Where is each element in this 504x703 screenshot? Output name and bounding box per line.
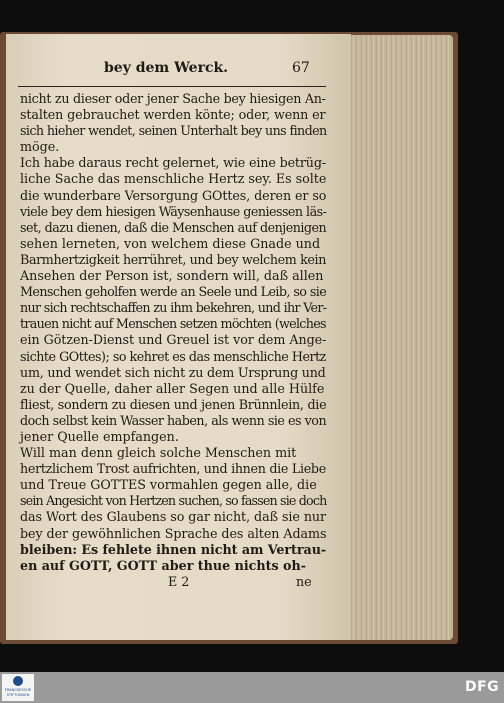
logo-text-line-1: FRANCKESCHE bbox=[4, 688, 32, 692]
book-page bbox=[6, 34, 351, 640]
text-line: Barmhertzigkeit herrühret, und bey welchem kein bbox=[20, 251, 326, 267]
text-line: Will man denn gleich solche Menschen mit bbox=[20, 445, 297, 461]
text-line: viele bey dem hiesigen Wäysenhause geniessen läs- bbox=[20, 203, 327, 219]
text-line: die wunderbare Versorgung GOttes, deren er so bbox=[20, 187, 327, 203]
text-line: und Treue GOTTES vormahlen gegen alle, die bbox=[20, 477, 317, 493]
running-head bbox=[6, 60, 351, 82]
dfg-logo[interactable]: DFG bbox=[465, 679, 500, 695]
text-line: sehen lerneten, von welchem diese Gnade und bbox=[20, 235, 321, 251]
text-line: stalten gebrauchet werden könte; oder, wenn er bbox=[20, 107, 326, 123]
book bbox=[0, 30, 460, 645]
text-line: en auf GOTT, GOTT aber thue nichts oh- bbox=[20, 557, 306, 573]
logo-text-line-2: STIFTUNGEN bbox=[6, 693, 30, 697]
text-line: liche Sache das menschliche Hertz sey. Es solte bbox=[20, 171, 327, 187]
text-line: nur sich rechtschaffen zu ihm bekehren, und ihr Ver- bbox=[20, 300, 327, 316]
text-line: fliest, sondern zu diesen und jenen Brünnlein, die bbox=[20, 396, 327, 412]
running-title: bey dem Werck. bbox=[104, 60, 229, 76]
seal-icon bbox=[13, 676, 23, 686]
text-line: bey der gewöhnlichen Sprache des alten Adams bbox=[20, 525, 327, 541]
body-text bbox=[20, 91, 326, 574]
text-line: sich hieher wendet, seinen Unterhalt bey uns finden bbox=[20, 123, 327, 139]
text-line: Ich habe daraus recht gelernet, wie eine betrüg- bbox=[20, 155, 326, 171]
page-number: 67 bbox=[292, 60, 310, 76]
text-line: sein Angesicht von Hertzen suchen, so fassen sie doch bbox=[20, 493, 327, 509]
text-line: hertzlichem Trost aufrichten, und ihnen die Liebe bbox=[20, 461, 326, 477]
text-line: das Wort des Glaubens so gar nicht, daß sie nur bbox=[20, 509, 327, 525]
text-line: Menschen geholfen werde an Seele und Leib, so sie bbox=[20, 284, 327, 300]
text-line: doch selbst kein Wasser haben, als wenn sie es von bbox=[20, 412, 327, 428]
text-line: bleiben: Es fehlete ihnen nicht am Vertrau- bbox=[20, 541, 327, 557]
page-edges bbox=[345, 35, 453, 640]
text-line: ein Götzen-Dienst und Greuel ist vor dem Ange- bbox=[20, 332, 327, 348]
header-rule bbox=[18, 86, 326, 87]
text-line: Ansehen der Person ist, sondern will, daß allen bbox=[20, 268, 324, 284]
text-line: sichte GOttes); so kehret es das menschliche Hertz bbox=[20, 348, 326, 364]
francke-foundation-logo[interactable] bbox=[2, 674, 34, 701]
text-line: trauen nicht auf Menschen setzen möchten (welches bbox=[20, 316, 326, 332]
text-line: um, und wendet sich nicht zu dem Ursprung und bbox=[20, 364, 326, 380]
text-line: set, dazu dienen, daß die Menschen auf denjenigen bbox=[20, 219, 327, 235]
text-line: möge. bbox=[20, 139, 60, 155]
text-line: jener Quelle empfangen. bbox=[20, 428, 179, 444]
catchword: ne bbox=[296, 574, 312, 589]
text-line: zu der Quelle, daher aller Segen und alle Hülfe bbox=[20, 380, 325, 396]
text-line: nicht zu dieser oder jener Sache bey hiesigen An- bbox=[20, 91, 326, 106]
viewer-footer-bar bbox=[0, 672, 504, 703]
signature-mark: E 2 bbox=[168, 574, 190, 589]
